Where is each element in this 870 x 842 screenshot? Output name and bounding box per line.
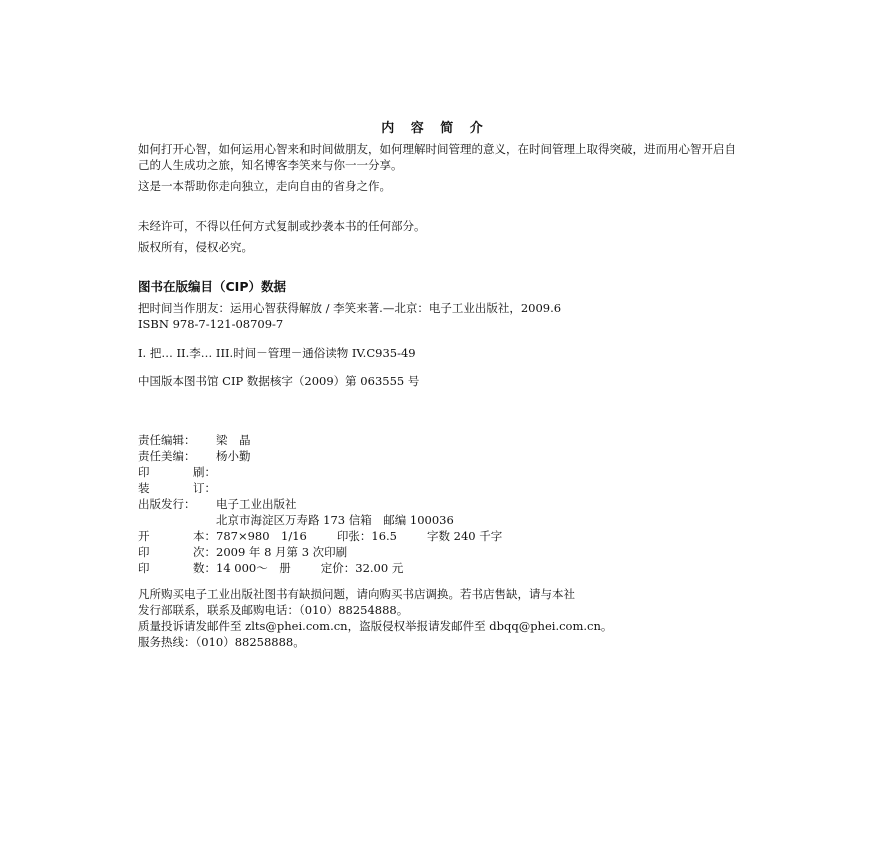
credits-block: [138, 432, 758, 576]
credit-label-part: 印: [138, 465, 150, 479]
credit-value: 梁 晶: [216, 433, 251, 447]
credit-row: [138, 544, 758, 560]
copyright-notice: [138, 219, 738, 260]
credit-label-part: 印: [138, 561, 150, 575]
cip-isbn: ISBN 978-7-121-08709-7: [138, 317, 284, 331]
credit-label: 出版发行：: [138, 497, 196, 511]
credit-label-part: 数：: [193, 561, 216, 575]
copyright-line: 版权所有，侵权必究。: [138, 239, 253, 254]
credit-value: [216, 480, 758, 496]
notice-line: 服务热线：（010）88258888。: [138, 635, 305, 649]
credit-value: 北京市海淀区万寿路 173 信箱 邮编 100036: [216, 513, 454, 527]
credit-value: [216, 560, 758, 576]
credit-row: [138, 480, 758, 496]
credit-row: [138, 432, 758, 448]
intro-paragraph: 如何打开心智，如何运用心智来和时间做朋友，如何理解时间管理的意义，在时间管理上取得突破，进而用心智开启自己的人生成功之旅，知名博客李笑来与你一一分享。: [138, 142, 736, 172]
cip-library-note: 中国版本图书馆 CIP 数据核字（2009）第 063555 号: [138, 374, 420, 388]
credit-row: [138, 496, 758, 512]
format-value: 787×980 1/16: [216, 529, 307, 543]
sheets-value: 印张：16.5: [336, 529, 397, 543]
credit-label-part: 开: [138, 529, 150, 543]
service-notice: [138, 586, 748, 650]
words-value: 字数 240 千字: [426, 529, 503, 543]
credit-row: [138, 512, 758, 528]
notice-line: 凡所购买电子工业出版社图书有缺损问题，请向购买书店调换。若书店售缺，请与本社: [138, 587, 575, 601]
cip-classification: I. 把… II.李… III.时间－管理－通俗读物 IV.C935-49: [138, 346, 416, 360]
credit-row: [138, 528, 758, 544]
credit-value: [216, 464, 758, 480]
credit-row: [138, 448, 758, 464]
credit-label-part: 本：: [193, 529, 216, 543]
credit-value: 电子工业出版社: [216, 497, 297, 511]
cip-heading: 图书在版编目（CIP）数据: [138, 279, 286, 294]
credit-label: [138, 480, 216, 496]
credit-row: [138, 464, 758, 480]
cip-record: 把时间当作朋友：运用心智获得解放 / 李笑来著.—北京：电子工业出版社，2009.6: [138, 301, 562, 315]
credit-label-part: 印: [138, 545, 150, 559]
credit-label-spacer: [138, 512, 216, 528]
intro-section: [138, 142, 738, 201]
credit-row: [138, 560, 758, 576]
price-value: 定价：32.00 元: [320, 561, 404, 575]
credit-label: [138, 464, 216, 480]
copyright-line: 未经许可，不得以任何方式复制或抄袭本书的任何部分。: [138, 219, 426, 233]
notice-line: 发行部联系，联系及邮购电话：（010）88254888。: [138, 603, 409, 617]
credit-label-part: 刷：: [193, 465, 216, 479]
credit-value: 2009 年 8 月第 3 次印刷: [216, 545, 348, 559]
credit-label-part: 次：: [193, 545, 216, 559]
credit-label-part: 订：: [193, 481, 216, 495]
notice-line: 质量投诉请发邮件至 zlts@phei.com.cn，盗版侵权举报请发邮件至 dbqq@phei.com.cn。: [138, 619, 613, 633]
credit-label: [138, 528, 216, 544]
print-count-value: 14 000～ 册: [216, 561, 291, 575]
credit-label: 责任编辑：: [138, 433, 196, 447]
credit-value: [216, 528, 758, 544]
credit-value: 杨小勤: [216, 449, 251, 463]
intro-paragraph: 这是一本帮助你走向独立，走向自由的省身之作。: [138, 179, 391, 194]
credit-label: [138, 560, 216, 576]
credit-label: [138, 544, 216, 560]
page-title: 内 容 简 介: [381, 121, 489, 136]
credit-label-part: 装: [138, 481, 150, 495]
credit-label: 责任美编：: [138, 449, 196, 463]
